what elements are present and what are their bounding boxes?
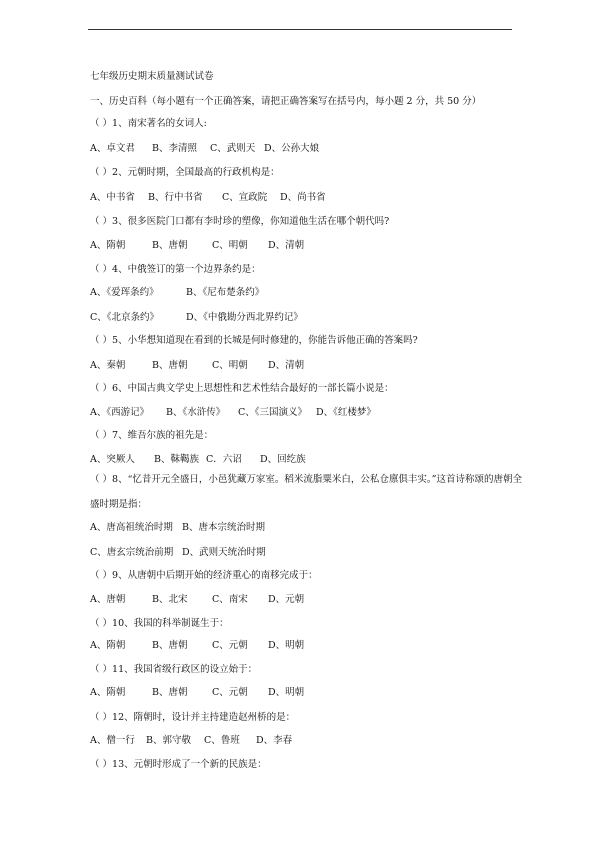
answer-option: D、尚书省 [280,192,326,203]
question-stem: （ ）7、维吾尔族的祖先是： [90,430,214,441]
question-stem: （ ）4、中俄签订的第一个边界条约是： [90,264,261,275]
answer-option: A、隋朝 [90,240,126,251]
answer-option: A、唐高祖统治时期 [90,522,173,533]
options-row [90,593,560,607]
answer-option: D、李春 [256,735,293,746]
options-row [90,142,560,156]
answer-option: C、武则天 [210,143,256,154]
answer-option: D、明朝 [268,640,305,651]
answer-option: B、唐本宗统治时期 [182,522,265,533]
answer-option: D、《中俄勘分西北界约记》 [186,312,303,323]
answer-option: D、明朝 [268,687,305,698]
answer-option: B、《水浒传》 [166,407,226,418]
answer-option: C、唐玄宗统治前期 [90,547,174,558]
answer-option: A、《西游记》 [90,407,150,418]
answer-option: C、《三国演义》 [238,407,308,418]
options-row [90,359,560,373]
answer-option: A、卓文君 [90,143,135,154]
answer-option: D、《红楼梦》 [316,407,376,418]
question-stem-continued: 盛时期是指： [90,499,148,510]
answer-option: C、明朝 [212,240,248,251]
answer-option: A、中书省 [90,192,135,203]
exam-title: 七年级历史期末质量测试试卷 [90,71,214,82]
answer-option: B、唐朝 [152,687,188,698]
options-row [90,521,560,535]
question-stem: （ ）6、中国古典文学史上思想性和艺术性结合最好的一部长篇小说是： [90,383,394,394]
section-heading: 一、历史百科（每小题有一个正确答案，请把正确答案写在括号内，每小题 2 分，共 50 分） [90,96,482,107]
question-stem: （ ）3、很多医院门口都有李时珍的塑像，你知道他生活在哪个朝代吗? [90,216,390,227]
answer-option: C、明朝 [212,360,248,371]
options-row [90,546,560,560]
options-row [90,686,560,700]
header-rule [88,29,512,30]
options-row [90,191,560,205]
answer-option: B、郭守敬 [146,735,191,746]
answer-option: A、秦朝 [90,360,126,371]
options-row [90,453,560,467]
options-row [90,734,560,748]
answer-option: C．六诏 [206,454,242,465]
answer-option: B、唐朝 [152,240,188,251]
answer-option: D、回纥族 [260,454,306,465]
answer-option: C、《北京条约》 [90,312,160,323]
question-stem: （ ）12、隋朝时，设计并主持建造赵州桥的是： [90,712,296,723]
question-stem: （ ）5、小华想知道现在看到的长城是何时修建的，你能告诉他正确的答案吗? [90,335,418,346]
options-row [90,311,560,325]
question-stem: （ ）1、南宋著名的女词人: [90,118,207,129]
answer-option: D、公孙大娘 [264,143,320,154]
options-row [90,406,560,420]
answer-option: B、唐朝 [152,640,188,651]
answer-option: B、《尼布楚条约》 [186,287,265,298]
answer-option: C、宣政院 [222,192,268,203]
options-row [90,639,560,653]
answer-option: C、南宋 [212,594,248,605]
question-stem: （ ）9、从唐朝中后期开始的经济重心的南移完成于： [90,570,318,581]
question-stem: （ ）13、元朝时形成了一个新的民族是： [90,759,267,770]
answer-option: B、北宋 [152,594,188,605]
question-stem: （ ）10、我国的科举制诞生于： [90,618,229,629]
answer-option: A、突厥人 [90,454,135,465]
answer-option: D、武则天统治时期 [182,547,266,558]
question-stem: （ ）8、“忆昔开元全盛日，小邑犹藏万家室。稻米流脂粟米白，公私仓廪俱丰实。”这首诗称颂的唐朝全 [90,474,523,485]
answer-option: A、唐朝 [90,594,126,605]
answer-option: D、清朝 [268,360,305,371]
answer-option: B、唐朝 [152,360,188,371]
answer-option: B、靺鞨族 [154,454,199,465]
answer-option: A、僧一行 [90,735,135,746]
answer-option: B、李清照 [152,143,197,154]
question-stem: （ ）2、元朝时期，全国最高的行政机构是： [90,167,280,178]
answer-option: A、《爱珲条约》 [90,287,159,298]
options-row [90,286,560,300]
options-row [90,239,560,253]
answer-option: B、行中书省 [148,192,203,203]
answer-option: C、元朝 [212,640,248,651]
answer-option: D、清朝 [268,240,305,251]
answer-option: D、元朝 [268,594,305,605]
answer-option: C、鲁班 [204,735,240,746]
answer-option: A、隋朝 [90,640,126,651]
question-stem: （ ）11、我国省级行政区的设立始于： [90,664,258,675]
answer-option: C、元朝 [212,687,248,698]
answer-option: A、隋朝 [90,687,126,698]
